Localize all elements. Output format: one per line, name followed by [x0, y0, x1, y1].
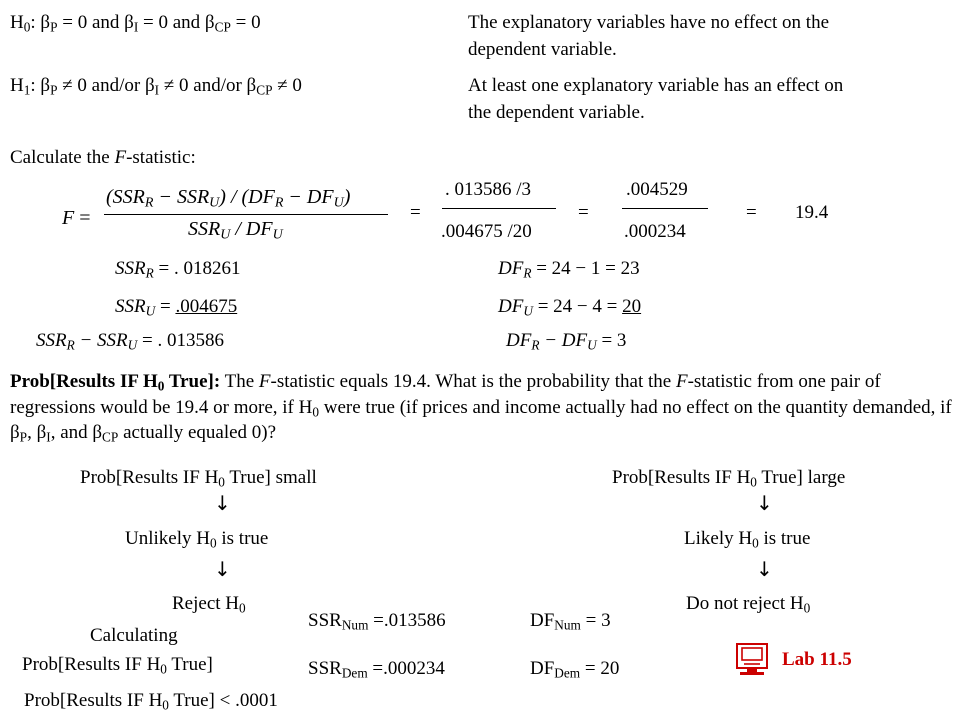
f-numerator: $(SSR_R - SSR_U) / (DF_R - DF_U)$	[106, 186, 351, 211]
ssr-u-row: $SSR_U = .004675$	[115, 296, 238, 319]
equals-3: =	[746, 202, 757, 223]
fraction2-denominator: .000234	[624, 221, 686, 242]
ssr-difference-row: $SSR_R - SSR_U$ = . 013586	[36, 330, 224, 353]
df-difference-row: $DF_R - DF_U = 3$	[506, 330, 627, 353]
f-label: F =	[62, 207, 91, 229]
df-num-row: $DF_{Num} = 3$	[530, 610, 611, 633]
prob-result: Prob[Results IF $H_0$ True] < .0001	[24, 690, 278, 713]
equals-1: =	[410, 202, 421, 223]
df-dem-row: $DF_{Dem} = 20$	[530, 658, 620, 681]
fraction2-bar	[622, 208, 708, 209]
f-denominator: $SSR_U / DF_U$	[188, 218, 283, 243]
flow-right-mid: Likely $H_0$ is true	[684, 528, 811, 551]
h1-statement: $H_1$: $\beta_P \ne 0$ and/or $\beta_I \ne 0$ and/or $\beta_{CP} \ne 0$	[10, 75, 302, 98]
flow-left-top: Prob[Results IF $H_0$ True] small	[80, 467, 317, 490]
down-arrow-icon: ↓	[214, 557, 231, 581]
calculating-prob: Prob[Results IF $H_0$ True]	[22, 654, 213, 677]
flow-left-bottom: Reject $H_0$	[172, 593, 246, 616]
ssr-r-row: $SSR_R$ = . 018261	[115, 258, 241, 281]
ssr-dem-row: $SSR_{Dem} =.000234$	[308, 658, 445, 681]
h1-description-line2: the dependent variable.	[468, 102, 645, 123]
fraction1-bar	[442, 208, 556, 209]
h1-description-line1: At least one explanatory variable has an effect on	[468, 75, 844, 96]
h0-statement: $H_0$: $\beta_P = 0$ and $\beta_I = 0$ and $\beta_{CP} = 0$	[10, 12, 261, 35]
h0-description-line2: dependent variable.	[468, 39, 617, 60]
df-r-row: $DF_R = 24 - 1 = 23$	[498, 258, 640, 281]
question-paragraph: Prob[Results IF $H_0$ True]: The F-statistic equals 19.4. What is the probability that the F-statistic from one pair of regressions would be 19.4 or more, if $H_0$ were true (if prices and income actually had no effect on the quantity demanded, if $\beta_P$, $\beta_I$, and $\beta_{CP}$ actually equaled 0)?	[10, 371, 952, 445]
calculating-label: Calculating	[90, 625, 178, 646]
fraction2-numerator: .004529	[626, 179, 688, 200]
lab-label[interactable]: Lab 11.5	[782, 649, 852, 671]
flow-left-mid: Unlikely $H_0$ is true	[125, 528, 269, 551]
down-arrow-icon: ↓	[214, 491, 231, 515]
ssr-num-row: $SSR_{Num} =.013586$	[308, 610, 446, 633]
flow-right-bottom: Do not reject $H_0$	[686, 593, 811, 616]
equals-2: =	[578, 202, 589, 223]
f-result: 19.4	[795, 202, 829, 223]
computer-icon	[734, 642, 770, 678]
lab-link[interactable]	[734, 642, 852, 678]
down-arrow-icon: ↓	[756, 491, 773, 515]
fraction1-denominator: .004675 /20	[441, 221, 532, 242]
down-arrow-icon: ↓	[756, 557, 773, 581]
flow-right-top: Prob[Results IF $H_0$ True] large	[612, 467, 846, 490]
fraction1-numerator: . 013586 /3	[445, 179, 532, 200]
calc-intro: Calculate the F-statistic:	[10, 147, 196, 168]
df-u-row: $DF_U = 24 - 4 = 20$	[498, 296, 642, 319]
h0-description-line1: The explanatory variables have no effect on the	[468, 12, 830, 33]
f-fraction-bar	[104, 214, 388, 215]
